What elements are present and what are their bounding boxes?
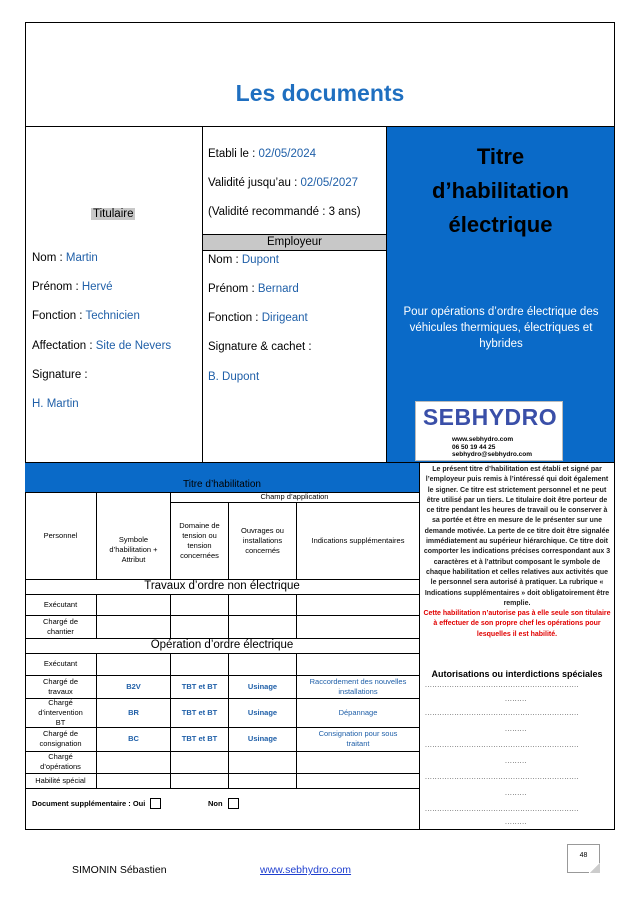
non-checkbox[interactable] <box>228 798 239 809</box>
validite: Validité jusqu’au : 02/05/2027 <box>208 177 359 189</box>
row-domaine: TBT et BT <box>181 734 218 743</box>
row-label: Chargé d’intervention BT <box>38 697 83 727</box>
non-label: Non <box>208 799 223 808</box>
row-label: Chargé de consignation <box>39 729 82 748</box>
col-domaine: Domaine de tension ou tension concernées <box>179 520 220 560</box>
col-symbole: Symbole d’habilitation + Attribut <box>109 534 158 564</box>
dotted-line: ............................................................... <box>425 774 580 781</box>
employeur-signature-label: Signature & cachet : <box>208 341 312 353</box>
col-ouvrages: Ouvrages ou installations concernés <box>241 525 284 555</box>
row-ouvrages: Usinage <box>247 681 278 691</box>
col-personnel: Personnel <box>43 530 78 540</box>
dotted-line: ......... <box>505 726 528 733</box>
cover-title: Titre d’habilitation électrique <box>432 144 569 237</box>
dotted-line: ............................................................... <box>425 742 580 749</box>
row-ouvrages: Usinage <box>247 734 278 743</box>
dotted-line: ......... <box>505 819 528 826</box>
etabli-le: Etabli le : 02/05/2024 <box>208 148 317 160</box>
footer-link[interactable]: www.sebhydro.com <box>260 864 352 876</box>
row-label: Chargé de travaux <box>42 676 79 696</box>
table-header: Titre d’habilitation <box>182 479 261 490</box>
titulaire-signature: H. Martin <box>32 398 79 410</box>
page-number: 48 <box>567 844 600 873</box>
row-label: Exécutant <box>43 659 78 668</box>
row-domaine: TBT et BT <box>181 681 218 691</box>
dotted-line: ............................................................... <box>425 710 580 717</box>
divider <box>296 594 297 638</box>
dotted-line: ............................................................... <box>425 806 580 813</box>
row-symbole: BR <box>128 707 139 717</box>
divider <box>202 126 203 462</box>
divider <box>25 788 419 789</box>
section-electrique: Opération d’ordre électrique <box>150 639 294 651</box>
row-ouvrages: Usinage <box>247 707 278 717</box>
dotted-line: ......... <box>505 758 528 765</box>
row-domaine: TBT et BT <box>181 707 218 717</box>
dotted-line: ............................................................... <box>425 682 580 689</box>
sebhydro-logo: SEBHYDRO www.sebhydro.com 06 50 19 44 25 sebhydro@sebhydro.com <box>415 401 563 461</box>
section-non-electrique: Travaux d’ordre non électrique <box>144 580 300 592</box>
employeur-signature: B. Dupont <box>208 371 260 383</box>
notice-text: Le présent titre d’habilitation est établi et signé par l’employeur puis remis à l’intéressé qui doit également le signer. Ce titre est strictement personnel et ne peut être utilisé par un tiers. Le titulaire doit être porteur de ce titre pendant les heures de travail ou le conserver à sa portée et être en mesure de le présenter sur une demande motivée. La perte de ce titre doit être signalée immédiatement au supérieur hiérarchique. Ce titre doit comporter les indications précises correspondant aux 3 caractères et à l’attribut composant le symbole de chaque habilitation et celles relatives aux activités que le personnel sera autorisé à pratiquer. La rubrique « Indications supplémentaires » doit obligatoirement être remplie. Cette habilitation n’autorise pas à elle seule son titulaire à effectuer de son propre chef les opérations pour lesquelles il est habilité. <box>423 466 611 638</box>
titulaire-prenom: Prénom : Hervé <box>32 281 113 293</box>
row-label: Exécutant <box>43 599 78 609</box>
row-indications: Raccordement des nouvelles installations <box>309 676 407 696</box>
employeur-fonction: Fonction : Dirigeant <box>208 312 308 324</box>
titulaire-signature-label: Signature : <box>32 369 88 381</box>
row-label: Habilité spécial <box>35 775 86 785</box>
autorisations-title: Autorisations ou interdictions spéciales <box>431 669 603 679</box>
dotted-line: ......... <box>505 696 528 703</box>
employeur-header: Employeur <box>203 234 386 251</box>
footer-author: SIMONIN Sébastien <box>72 864 167 876</box>
row-label: Chargé de chantier <box>42 616 79 636</box>
divider <box>170 594 171 638</box>
col-indications: Indications supplémentaires <box>311 535 405 545</box>
doc-supp-label: Document supplémentaire : Oui <box>32 799 146 808</box>
employeur-prenom: Prénom : Bernard <box>208 283 299 295</box>
divider <box>419 462 420 829</box>
page-fold-icon <box>589 863 600 873</box>
dotted-line: ......... <box>505 790 528 797</box>
oui-checkbox[interactable] <box>150 798 161 809</box>
row-symbole: B2V <box>126 681 141 691</box>
titulaire-fonction: Fonction : Technicien <box>32 310 140 322</box>
page-title: Les documents <box>235 80 405 106</box>
cover-subtitle: Pour opérations d’ordre électrique des véhicules thermiques, électriques et hybrides <box>403 306 599 350</box>
divider <box>96 594 97 638</box>
titulaire-nom: Nom : Martin <box>32 252 98 264</box>
row-symbole: BC <box>128 734 139 743</box>
row-label: Chargé d’opérations <box>40 752 81 771</box>
champ-header: Champ d’application <box>260 492 329 501</box>
employeur-nom: Nom : Dupont <box>208 254 279 266</box>
row-indications: Dépannage <box>338 707 378 717</box>
divider <box>228 594 229 638</box>
row-indications: Consignation pour sous traitant <box>318 729 398 748</box>
titulaire-affectation: Affectation : Site de Nevers <box>32 340 172 352</box>
validite-recommande: (Validité recommandé : 3 ans) <box>208 206 361 218</box>
titulaire-header: Titulaire <box>93 208 134 220</box>
